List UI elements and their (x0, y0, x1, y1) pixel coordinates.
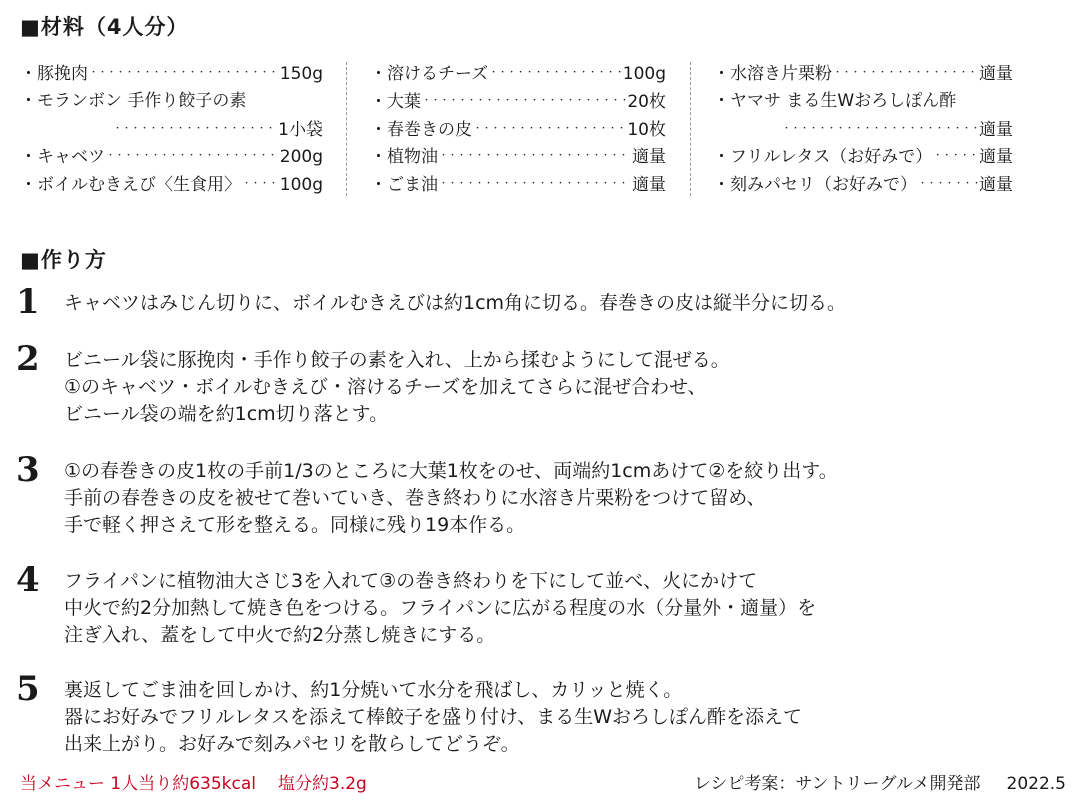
step-text-line: 裏返してごま油を回しかけ、約1分焼いて水分を飛ばし、カリッと焼く。 (64, 679, 683, 701)
ingredient-item (713, 143, 1013, 171)
step-text-line: ①のキャベツ・ボイルむきえび・溶けるチーズを加えてさらに混ぜ合わせ、 (64, 376, 707, 398)
ingredient-name: ・水溶き片栗粉 (713, 63, 832, 84)
ingredients-column-2 (370, 60, 666, 199)
ingredient-qty: 適量 (979, 175, 1013, 196)
ingredient-qty: 100g (622, 63, 666, 84)
step-number: 4 (16, 560, 40, 600)
ingredient-name: ・キャベツ (20, 147, 105, 168)
ingredient-qty: 150g (279, 63, 323, 84)
leader-dots (439, 171, 631, 200)
ingredient-name: ・大葉 (370, 91, 421, 112)
ingredient-item (20, 88, 323, 116)
leader-dots (106, 143, 279, 172)
leader-dots (439, 143, 631, 172)
step-text-line: ビニール袋に豚挽肉・手作り餃子の素を入れ、上から揉むようにして混ぜる。 (64, 349, 730, 371)
ingredient-item (370, 88, 666, 116)
step-text-line: 手で軽く押さえて形を整える。同様に残り19本作る。 (64, 514, 526, 536)
leader-dots (89, 60, 279, 89)
ingredient-name: ・刻みパセリ（お好みで） (713, 175, 917, 196)
ingredient-item (20, 143, 323, 171)
step-text-line: キャベツはみじん切りに、ボイルむきえびは約1cm角に切る。春巻きの皮は縦半分に切る。 (64, 292, 847, 314)
ingredient-name: ・ボイルむきえび〈生食用〉 (20, 175, 241, 196)
ingredients-heading: ■材料（4人分） (20, 15, 189, 39)
leader-dots (113, 116, 277, 145)
column-divider (346, 62, 347, 196)
step-text-line: ビニール袋の端を約1cm切り落とす。 (64, 403, 389, 425)
ingredient-name: ・豚挽肉 (20, 63, 88, 84)
ingredient-item (370, 116, 666, 144)
ingredient-item (713, 171, 1013, 199)
ingredient-qty: 1小袋 (278, 119, 323, 140)
column-divider (690, 62, 691, 196)
ingredient-qty: 適量 (979, 119, 1013, 140)
leader-dots (422, 88, 626, 117)
recipe-credit (694, 769, 1066, 794)
leader-dots (782, 116, 978, 145)
step-text-line: 出来上がり。お好みで刻みパセリを散らしてどうぞ。 (64, 733, 520, 755)
leader-dots (489, 60, 622, 89)
ingredient-qty: 適量 (979, 147, 1013, 168)
salt-info: 塩分約3.2g (278, 774, 367, 794)
credit-text: レシピ考案：サントリーグルメ開発部 (693, 774, 981, 794)
step-text-line: ①の春巻きの皮1枚の手前1/3のところに大葉1枚をのせ、両端約1cmあけて②を絞り出す。 (64, 460, 838, 482)
ingredient-name: ・植物油 (370, 147, 438, 168)
ingredient-qty: 200g (279, 147, 323, 168)
date-text: 2022.5 (1006, 774, 1066, 794)
method-heading: ■作り方 (20, 248, 107, 272)
ingredient-name: ・ごま油 (370, 175, 438, 196)
step-number: 1 (16, 282, 40, 322)
ingredient-item (713, 60, 1013, 88)
ingredient-item (370, 171, 666, 199)
step-number: 5 (16, 669, 40, 709)
leader-dots (933, 143, 978, 172)
ingredient-item (370, 60, 666, 88)
leader-dots (473, 116, 626, 145)
ingredient-name: ・ヤマサ まる生Wおろしぽん酢 (713, 90, 957, 111)
ingredient-qty: 適量 (979, 63, 1013, 84)
leader-dots (242, 171, 279, 200)
ingredient-qty: 100g (279, 175, 323, 196)
ingredient-item (370, 143, 666, 171)
leader-dots (918, 171, 978, 200)
ingredient-name: ・溶けるチーズ (370, 63, 489, 84)
leader-dots (833, 60, 978, 89)
step-text-line: 手前の春巻きの皮を被せて巻いていき、巻き終わりに水溶き片栗粉をつけて留め、 (64, 487, 766, 509)
ingredients-column-1 (20, 60, 323, 199)
ingredient-item (20, 116, 323, 144)
calorie-info: 当メニュー 1人当り約635kcal (20, 774, 256, 794)
ingredient-item (713, 88, 1013, 116)
ingredient-item (20, 171, 323, 199)
ingredient-item (713, 116, 1013, 144)
ingredient-qty: 20枚 (627, 91, 666, 112)
step-text-line: フライパンに植物油大さじ3を入れて③の巻き終わりを下にして並べ、火にかけて (64, 570, 758, 592)
step-text-line: 中火で約2分加熱して焼き色をつける。フライパンに広がる程度の水（分量外・適量）を (64, 597, 817, 619)
ingredient-qty: 適量 (632, 147, 666, 168)
ingredients-column-3 (713, 60, 1013, 199)
ingredient-item (20, 60, 323, 88)
step-text-line: 注ぎ入れ、蓋をして中火で約2分蒸し焼きにする。 (64, 624, 496, 646)
ingredient-qty: 適量 (632, 175, 666, 196)
step-number: 3 (16, 450, 40, 490)
step-text-line: 器にお好みでフリルレタスを添えて棒餃子を盛り付け、まる生Wおろしぽん酢を添えて (64, 706, 803, 728)
ingredient-name: ・春巻きの皮 (370, 119, 472, 140)
nutrition-info (20, 769, 367, 794)
ingredient-qty: 10枚 (627, 119, 666, 140)
ingredient-name: ・フリルレタス（お好みで） (713, 147, 933, 168)
step-number: 2 (16, 339, 40, 379)
ingredient-name: ・モランボン 手作り餃子の素 (20, 90, 247, 111)
